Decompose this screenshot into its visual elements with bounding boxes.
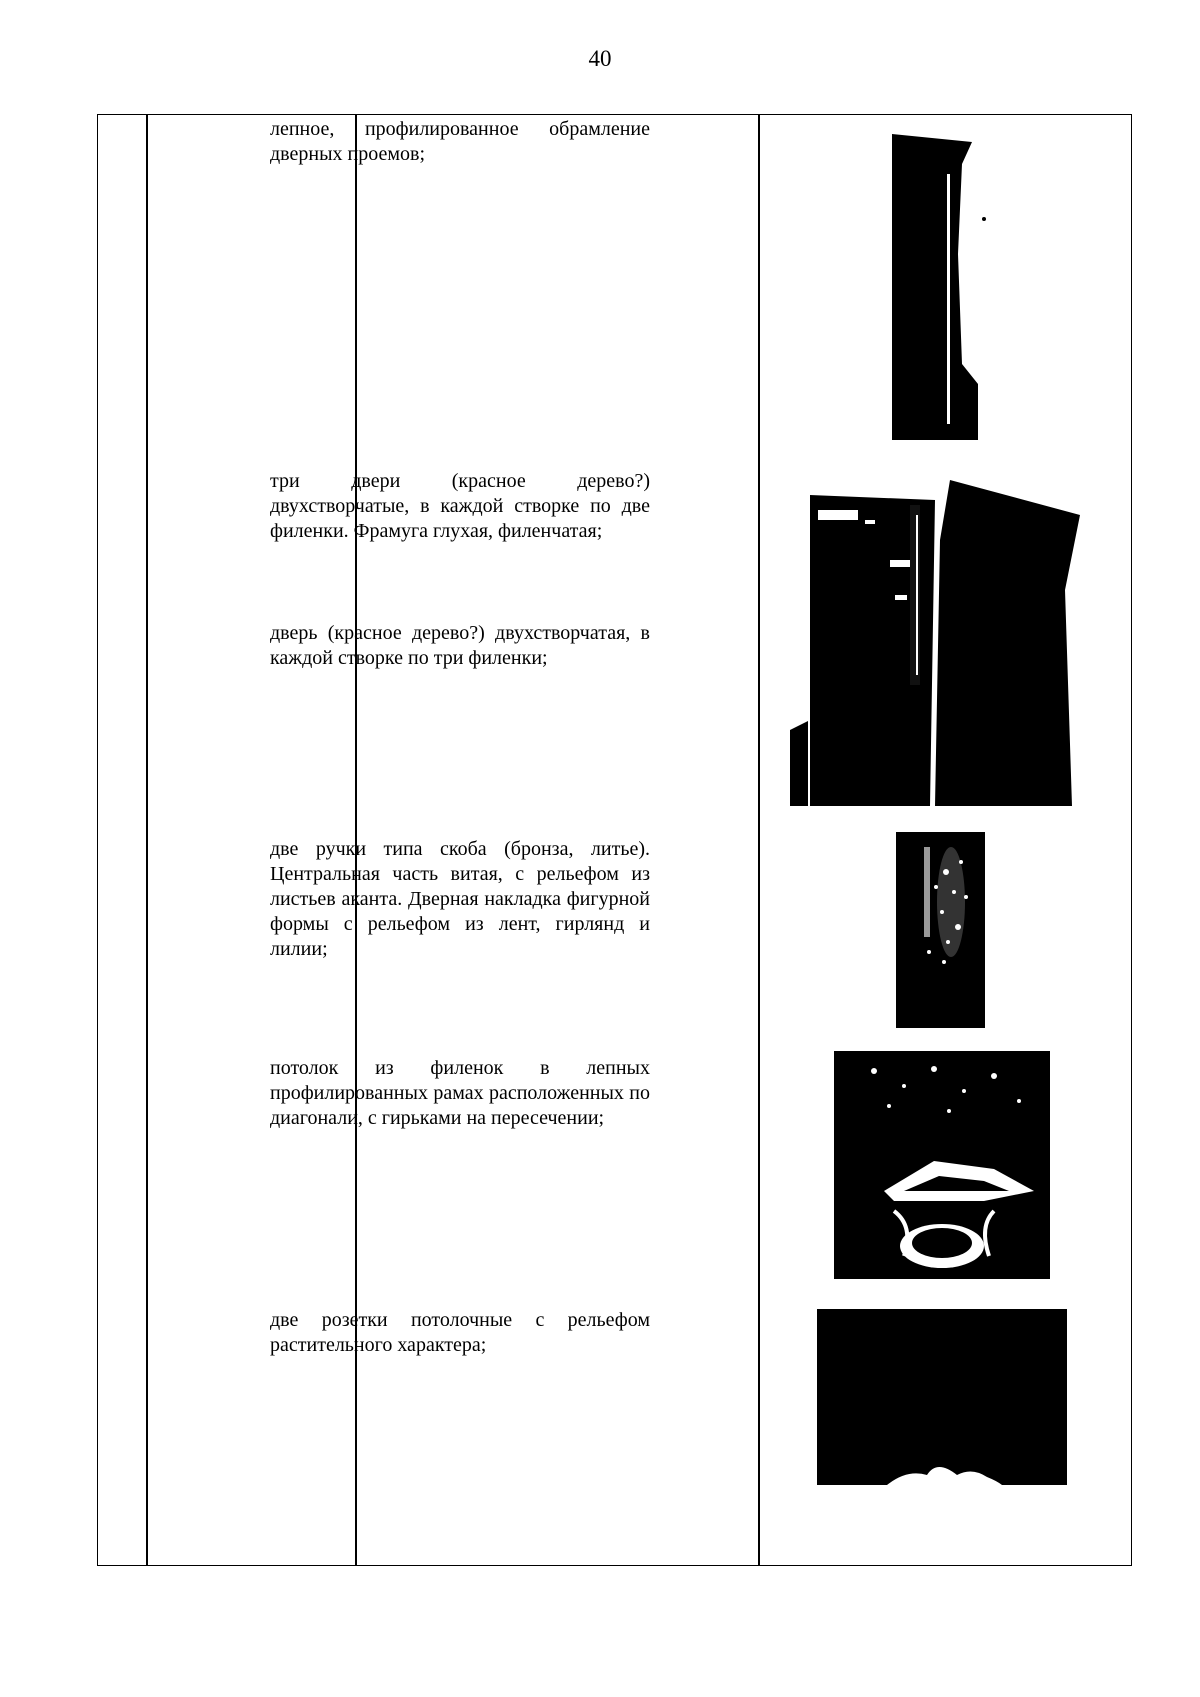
entry-text-door-handles: две ручки типа скоба (бронза, литье). Центральная часть витая, с рельефом из листьев аканта. Дверная накладка фигурной формы с рельефом из лент, гирлянд и лилии; xyxy=(270,838,650,960)
entry-text-ceiling: потолок из филенок в лепных профилированных рамах расположенных по диагонали, с гирьками на пересечении; xyxy=(270,1057,650,1129)
double-doors-photo xyxy=(790,480,1090,806)
entry-text-one-door: дверь (красное дерево?) двухстворчатая, в каждой створке по три филенки; xyxy=(270,622,650,669)
column-divider xyxy=(146,115,148,1565)
ceiling-rosette-photo xyxy=(817,1309,1067,1485)
page-number: 40 xyxy=(588,46,612,71)
ceiling-panels-photo xyxy=(834,1051,1050,1279)
entry-text-rosettes: две розетки потолочные с рельефом растительного характера; xyxy=(270,1309,650,1356)
entry-text-door-frame: лепное, профилированное обрамление дверных проемов; xyxy=(270,118,650,165)
door-frame-molding-photo xyxy=(892,134,992,440)
entry-text-three-doors: три двери (красное дерево?) двухстворчатые, в каждой створке по две филенки. Фрамуга глухая, филенчатая; xyxy=(270,470,650,542)
column-divider xyxy=(758,115,760,1565)
door-handle-photo xyxy=(896,832,985,1028)
